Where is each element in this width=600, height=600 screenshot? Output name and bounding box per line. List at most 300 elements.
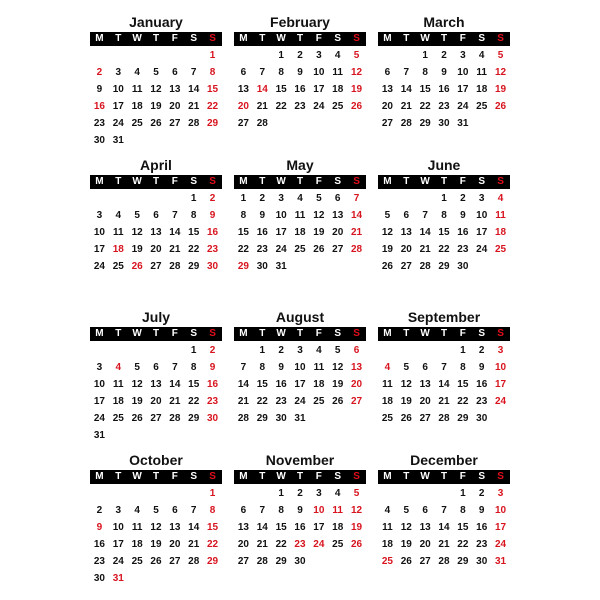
day-cell: 7 bbox=[190, 67, 197, 78]
weekday-label: T bbox=[403, 33, 410, 44]
day-cell: 5 bbox=[353, 50, 360, 61]
day-grid bbox=[378, 342, 510, 427]
day-cell: 21 bbox=[419, 244, 431, 255]
day-cell: 24 bbox=[275, 244, 287, 255]
day-cell: 3 bbox=[316, 50, 322, 61]
day-cell: 3 bbox=[297, 345, 303, 356]
weekday-label: S bbox=[353, 328, 360, 339]
weekday-label: S bbox=[209, 176, 216, 187]
weekday-label: T bbox=[259, 33, 266, 44]
day-cell: 31 bbox=[112, 135, 124, 146]
weekday-label: W bbox=[276, 176, 286, 187]
day-cell: 14 bbox=[188, 522, 200, 533]
day-cell: 30 bbox=[93, 135, 105, 146]
empty-cell bbox=[165, 47, 184, 64]
day-cell: 3 bbox=[497, 345, 504, 356]
month-title: August bbox=[275, 309, 325, 325]
day-cell: 24 bbox=[457, 101, 469, 112]
day-cell: 3 bbox=[460, 50, 466, 61]
day-cell: 20 bbox=[351, 379, 363, 390]
weekday-label: F bbox=[315, 328, 322, 339]
day-cell: 26 bbox=[495, 101, 507, 112]
day-cell: 8 bbox=[209, 67, 216, 78]
day-cell: 6 bbox=[334, 193, 341, 204]
weekday-label: F bbox=[459, 176, 466, 187]
day-cell: 27 bbox=[400, 261, 412, 272]
weekday-label: T bbox=[296, 33, 304, 44]
day-cell: 23 bbox=[457, 244, 469, 255]
day-cell: 26 bbox=[351, 539, 363, 550]
empty-cell bbox=[416, 342, 435, 359]
day-cell: 25 bbox=[131, 556, 143, 567]
empty-cell bbox=[397, 47, 416, 64]
day-cell: 2 bbox=[209, 193, 216, 204]
day-cell: 27 bbox=[169, 118, 181, 129]
day-cell: 21 bbox=[256, 101, 268, 112]
day-cell: 25 bbox=[131, 118, 143, 129]
day-cell: 7 bbox=[259, 505, 266, 516]
day-cell: 2 bbox=[96, 505, 103, 516]
day-cell: 22 bbox=[457, 539, 469, 550]
weekday-label: F bbox=[315, 471, 322, 482]
day-cell: 17 bbox=[112, 101, 124, 112]
weekday-label: F bbox=[459, 328, 466, 339]
empty-cell bbox=[184, 47, 203, 64]
day-cell: 9 bbox=[96, 522, 103, 533]
day-grid bbox=[90, 47, 222, 149]
day-cell: 8 bbox=[460, 362, 466, 373]
day-cell: 11 bbox=[131, 522, 143, 533]
day-cell: 1 bbox=[209, 50, 216, 61]
day-cell: 18 bbox=[112, 244, 124, 255]
day-cell: 29 bbox=[188, 413, 200, 424]
day-cell: 21 bbox=[169, 244, 181, 255]
day-cell: 13 bbox=[169, 84, 181, 95]
day-cell: 13 bbox=[381, 84, 393, 95]
day-cell: 7 bbox=[240, 362, 247, 373]
month-october bbox=[90, 450, 222, 587]
empty-cell bbox=[234, 485, 253, 502]
weekday-label: T bbox=[115, 176, 122, 187]
day-cell: 2 bbox=[209, 345, 216, 356]
day-cell: 26 bbox=[381, 261, 393, 272]
day-cell: 12 bbox=[400, 522, 412, 533]
day-cell: 19 bbox=[351, 522, 363, 533]
day-cell: 1 bbox=[422, 50, 428, 61]
weekday-label: W bbox=[132, 328, 142, 339]
day-cell: 22 bbox=[275, 539, 287, 550]
empty-cell bbox=[147, 342, 166, 359]
day-cell: 25 bbox=[313, 396, 325, 407]
day-cell: 1 bbox=[209, 488, 216, 499]
day-cell: 17 bbox=[294, 379, 306, 390]
weekday-label: S bbox=[353, 33, 360, 44]
empty-cell bbox=[435, 485, 454, 502]
day-cell: 15 bbox=[419, 84, 431, 95]
day-cell: 24 bbox=[294, 396, 306, 407]
day-cell: 19 bbox=[313, 227, 325, 238]
day-cell: 10 bbox=[313, 505, 325, 516]
weekday-label: S bbox=[209, 471, 216, 482]
day-cell: 24 bbox=[476, 244, 488, 255]
day-cell: 12 bbox=[351, 505, 363, 516]
weekday-label: T bbox=[115, 328, 122, 339]
day-cell: 27 bbox=[381, 118, 393, 129]
day-cell: 11 bbox=[382, 522, 393, 533]
weekday-label: M bbox=[95, 471, 104, 482]
day-cell: 25 bbox=[476, 101, 488, 112]
day-grid bbox=[90, 485, 222, 587]
day-cell: 29 bbox=[457, 413, 469, 424]
day-cell: 25 bbox=[294, 244, 306, 255]
day-cell: 7 bbox=[441, 362, 447, 373]
day-grid bbox=[378, 190, 510, 275]
weekday-label: S bbox=[353, 471, 360, 482]
day-cell: 29 bbox=[275, 556, 287, 567]
day-cell: 28 bbox=[169, 413, 181, 424]
day-cell: 14 bbox=[351, 210, 363, 221]
day-cell: 10 bbox=[495, 362, 507, 373]
month-november bbox=[234, 450, 366, 570]
month-title: March bbox=[423, 14, 465, 30]
day-cell: 23 bbox=[207, 396, 219, 407]
day-cell: 7 bbox=[353, 193, 360, 204]
weekday-label: F bbox=[459, 33, 466, 44]
day-cell: 9 bbox=[297, 505, 303, 516]
day-cell: 14 bbox=[438, 379, 450, 390]
day-cell: 18 bbox=[131, 101, 143, 112]
day-cell: 14 bbox=[169, 379, 181, 390]
day-cell: 12 bbox=[495, 67, 507, 78]
day-cell: 9 bbox=[441, 67, 447, 78]
weekday-label: S bbox=[209, 33, 216, 44]
day-cell: 8 bbox=[190, 362, 197, 373]
day-cell: 2 bbox=[441, 50, 447, 61]
day-cell: 17 bbox=[275, 227, 287, 238]
day-cell: 4 bbox=[478, 50, 485, 61]
weekday-label: W bbox=[132, 33, 142, 44]
day-cell: 15 bbox=[256, 379, 268, 390]
month-april bbox=[90, 155, 222, 275]
day-cell: 23 bbox=[294, 539, 306, 550]
weekday-label: S bbox=[190, 471, 198, 482]
day-cell: 22 bbox=[419, 101, 431, 112]
day-cell: 6 bbox=[422, 505, 428, 516]
empty-cell bbox=[234, 47, 253, 64]
day-cell: 27 bbox=[351, 396, 363, 407]
day-cell: 22 bbox=[207, 539, 219, 550]
month-title: November bbox=[265, 452, 335, 468]
weekday-label: W bbox=[420, 33, 430, 44]
day-cell: 30 bbox=[457, 261, 469, 272]
day-cell: 26 bbox=[400, 556, 412, 567]
day-cell: 5 bbox=[403, 362, 410, 373]
day-cell: 21 bbox=[438, 396, 450, 407]
day-cell: 12 bbox=[313, 210, 325, 221]
day-cell: 16 bbox=[294, 84, 306, 95]
day-cell: 26 bbox=[150, 118, 162, 129]
month-title: May bbox=[286, 157, 314, 173]
day-cell: 20 bbox=[169, 101, 181, 112]
weekday-label: T bbox=[152, 471, 160, 482]
day-cell: 21 bbox=[400, 101, 412, 112]
empty-cell bbox=[147, 190, 166, 207]
day-cell: 3 bbox=[96, 210, 103, 221]
weekday-label: S bbox=[190, 328, 198, 339]
day-cell: 21 bbox=[438, 539, 450, 550]
weekday-label: T bbox=[440, 176, 448, 187]
weekday-label: M bbox=[383, 33, 392, 44]
day-cell: 6 bbox=[403, 210, 410, 221]
day-cell: 11 bbox=[382, 379, 393, 390]
month-august bbox=[234, 307, 366, 427]
day-cell: 11 bbox=[332, 505, 343, 516]
day-cell: 1 bbox=[278, 488, 284, 499]
day-cell: 6 bbox=[172, 67, 178, 78]
day-cell: 20 bbox=[169, 539, 181, 550]
day-cell: 10 bbox=[93, 227, 105, 238]
day-cell: 4 bbox=[384, 362, 391, 373]
day-cell: 2 bbox=[478, 488, 485, 499]
day-cell: 6 bbox=[172, 505, 178, 516]
day-cell: 4 bbox=[497, 193, 504, 204]
day-cell: 14 bbox=[438, 522, 450, 533]
day-cell: 22 bbox=[457, 396, 469, 407]
day-cell: 2 bbox=[460, 193, 466, 204]
day-cell: 19 bbox=[351, 84, 363, 95]
empty-cell bbox=[253, 485, 272, 502]
day-cell: 4 bbox=[297, 193, 303, 204]
day-cell: 10 bbox=[112, 522, 124, 533]
empty-cell bbox=[253, 47, 272, 64]
day-cell: 27 bbox=[150, 413, 162, 424]
weekday-label: F bbox=[315, 33, 322, 44]
day-cell: 5 bbox=[384, 210, 391, 221]
empty-cell bbox=[397, 190, 416, 207]
weekday-label: T bbox=[152, 328, 160, 339]
day-cell: 28 bbox=[419, 261, 431, 272]
day-cell: 6 bbox=[240, 505, 247, 516]
day-cell: 24 bbox=[495, 539, 507, 550]
empty-cell bbox=[128, 485, 147, 502]
day-cell: 27 bbox=[419, 413, 431, 424]
day-cell: 8 bbox=[209, 505, 216, 516]
empty-cell bbox=[184, 485, 203, 502]
day-cell: 19 bbox=[131, 396, 143, 407]
weekday-label: W bbox=[132, 176, 142, 187]
weekday-label: T bbox=[152, 176, 160, 187]
day-cell: 17 bbox=[495, 522, 507, 533]
weekday-header bbox=[234, 175, 366, 189]
day-cell: 30 bbox=[275, 413, 287, 424]
empty-cell bbox=[90, 190, 109, 207]
empty-cell bbox=[109, 47, 128, 64]
day-cell: 25 bbox=[112, 413, 124, 424]
day-cell: 5 bbox=[334, 345, 341, 356]
day-cell: 18 bbox=[131, 539, 143, 550]
weekday-label: M bbox=[95, 33, 104, 44]
day-cell: 14 bbox=[419, 227, 431, 238]
weekday-header bbox=[378, 175, 510, 189]
day-cell: 7 bbox=[422, 210, 428, 221]
day-cell: 29 bbox=[237, 261, 249, 272]
day-cell: 19 bbox=[150, 101, 162, 112]
day-cell: 13 bbox=[351, 362, 363, 373]
day-cell: 16 bbox=[275, 379, 287, 390]
day-cell: 29 bbox=[457, 556, 469, 567]
day-cell: 7 bbox=[403, 67, 410, 78]
day-cell: 10 bbox=[275, 210, 287, 221]
day-cell: 5 bbox=[353, 488, 360, 499]
day-cell: 27 bbox=[169, 556, 181, 567]
day-cell: 29 bbox=[188, 261, 200, 272]
day-cell: 25 bbox=[495, 244, 507, 255]
day-grid bbox=[234, 47, 366, 132]
day-cell: 24 bbox=[112, 118, 124, 129]
empty-cell bbox=[109, 190, 128, 207]
day-cell: 23 bbox=[93, 118, 105, 129]
day-cell: 31 bbox=[294, 413, 306, 424]
day-cell: 5 bbox=[497, 50, 504, 61]
month-title: April bbox=[140, 157, 172, 173]
day-cell: 11 bbox=[313, 362, 325, 373]
day-cell: 5 bbox=[134, 362, 140, 373]
day-cell: 29 bbox=[256, 413, 268, 424]
weekday-label: T bbox=[296, 176, 304, 187]
day-cell: 22 bbox=[256, 396, 268, 407]
day-cell: 13 bbox=[400, 227, 412, 238]
day-cell: 1 bbox=[240, 193, 247, 204]
day-cell: 18 bbox=[381, 396, 393, 407]
day-cell: 3 bbox=[478, 193, 485, 204]
day-cell: 20 bbox=[150, 244, 162, 255]
day-cell: 30 bbox=[476, 413, 488, 424]
day-cell: 16 bbox=[476, 522, 488, 533]
empty-cell bbox=[90, 485, 109, 502]
day-cell: 12 bbox=[150, 522, 162, 533]
weekday-header bbox=[90, 32, 222, 46]
day-cell: 18 bbox=[381, 539, 393, 550]
day-cell: 30 bbox=[256, 261, 268, 272]
weekday-label: W bbox=[420, 176, 430, 187]
weekday-label: S bbox=[209, 328, 216, 339]
weekday-label: S bbox=[497, 176, 504, 187]
day-cell: 23 bbox=[275, 396, 287, 407]
day-cell: 16 bbox=[438, 84, 450, 95]
day-cell: 4 bbox=[115, 210, 122, 221]
weekday-label: T bbox=[115, 33, 122, 44]
weekday-label: M bbox=[95, 176, 104, 187]
day-cell: 22 bbox=[237, 244, 249, 255]
weekday-label: T bbox=[152, 33, 160, 44]
day-cell: 26 bbox=[131, 413, 143, 424]
day-cell: 3 bbox=[278, 193, 284, 204]
weekday-label: T bbox=[403, 176, 410, 187]
day-cell: 26 bbox=[400, 413, 412, 424]
day-cell: 28 bbox=[351, 244, 363, 255]
month-title: September bbox=[407, 309, 481, 325]
day-cell: 16 bbox=[93, 539, 105, 550]
empty-cell bbox=[378, 342, 397, 359]
day-cell: 4 bbox=[334, 50, 341, 61]
day-cell: 22 bbox=[207, 101, 219, 112]
weekday-label: F bbox=[171, 471, 178, 482]
day-cell: 31 bbox=[112, 573, 124, 584]
day-cell: 3 bbox=[96, 362, 103, 373]
weekday-label: T bbox=[440, 328, 448, 339]
day-cell: 17 bbox=[457, 84, 469, 95]
day-cell: 19 bbox=[332, 379, 344, 390]
day-cell: 22 bbox=[188, 244, 200, 255]
empty-cell bbox=[378, 190, 397, 207]
day-cell: 11 bbox=[112, 227, 124, 238]
day-cell: 30 bbox=[93, 573, 105, 584]
month-title: October bbox=[129, 452, 183, 468]
day-cell: 12 bbox=[131, 379, 143, 390]
day-cell: 9 bbox=[478, 362, 485, 373]
month-march bbox=[378, 12, 510, 132]
day-cell: 16 bbox=[256, 227, 268, 238]
day-cell: 6 bbox=[153, 362, 159, 373]
day-cell: 20 bbox=[381, 101, 393, 112]
day-cell: 12 bbox=[131, 227, 143, 238]
day-cell: 1 bbox=[460, 488, 466, 499]
day-cell: 18 bbox=[332, 522, 344, 533]
day-cell: 21 bbox=[169, 396, 181, 407]
day-cell: 12 bbox=[351, 67, 363, 78]
day-cell: 19 bbox=[400, 396, 412, 407]
weekday-label: T bbox=[259, 471, 266, 482]
day-cell: 26 bbox=[313, 244, 325, 255]
day-cell: 17 bbox=[313, 522, 325, 533]
weekday-label: M bbox=[383, 471, 392, 482]
day-cell: 17 bbox=[495, 379, 507, 390]
day-cell: 25 bbox=[332, 101, 344, 112]
day-cell: 30 bbox=[438, 118, 450, 129]
month-december bbox=[378, 450, 510, 570]
day-cell: 30 bbox=[207, 413, 219, 424]
day-cell: 14 bbox=[400, 84, 412, 95]
day-cell: 13 bbox=[419, 379, 431, 390]
day-cell: 7 bbox=[259, 67, 266, 78]
day-cell: 15 bbox=[207, 84, 219, 95]
day-cell: 2 bbox=[96, 67, 103, 78]
day-cell: 13 bbox=[237, 522, 249, 533]
weekday-label: W bbox=[276, 33, 286, 44]
month-may bbox=[234, 155, 366, 275]
day-cell: 20 bbox=[332, 227, 344, 238]
weekday-label: T bbox=[403, 471, 410, 482]
day-cell: 25 bbox=[112, 261, 124, 272]
day-cell: 21 bbox=[188, 539, 200, 550]
weekday-label: W bbox=[420, 328, 430, 339]
day-cell: 8 bbox=[441, 210, 447, 221]
day-cell: 17 bbox=[93, 396, 105, 407]
day-cell: 14 bbox=[188, 84, 200, 95]
day-grid bbox=[378, 485, 510, 570]
day-cell: 18 bbox=[476, 84, 488, 95]
weekday-header bbox=[234, 327, 366, 341]
day-cell: 16 bbox=[457, 227, 469, 238]
day-cell: 20 bbox=[400, 244, 412, 255]
empty-cell bbox=[165, 485, 184, 502]
day-cell: 26 bbox=[351, 101, 363, 112]
day-cell: 22 bbox=[275, 101, 287, 112]
empty-cell bbox=[234, 342, 253, 359]
day-cell: 16 bbox=[476, 379, 488, 390]
day-cell: 8 bbox=[278, 67, 284, 78]
empty-cell bbox=[416, 485, 435, 502]
